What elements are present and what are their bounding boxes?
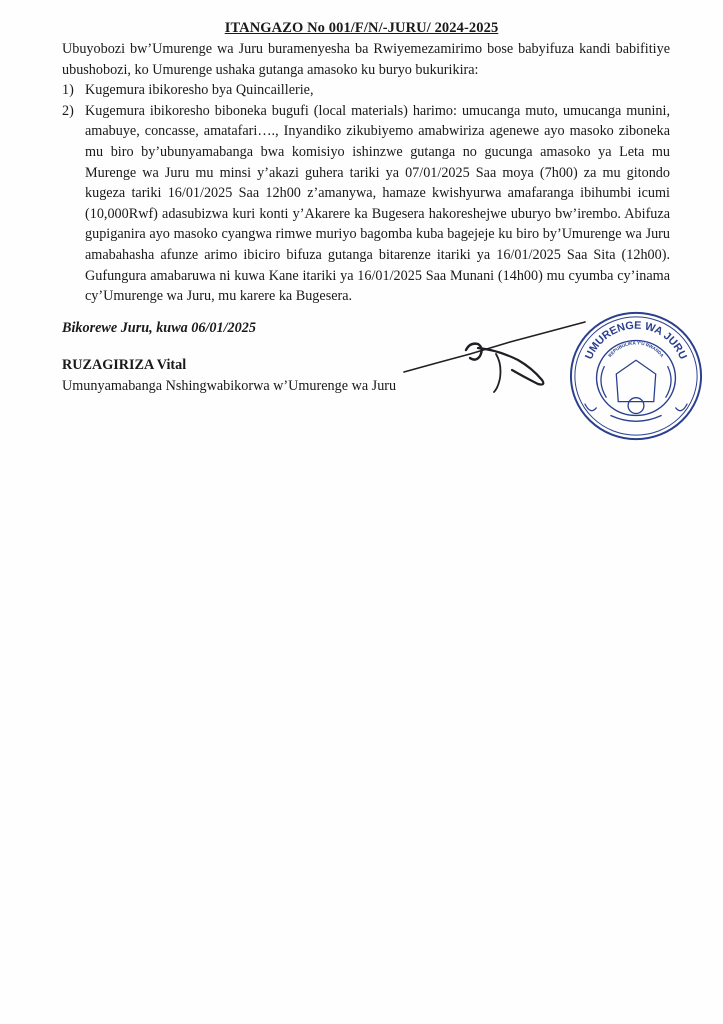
signer-name: RUZAGIRIZA Vital (62, 357, 187, 373)
place-and-date: Bikorewe Juru, kuwa 06/01/2025 (62, 320, 256, 336)
stamp-country-text: REPUBULIKA Y'U RWANDA (607, 340, 665, 359)
list-item-text: Kugemura ibikoresho biboneka bugufi (local materials) harimo: umucanga muto, umucanga munini, amabuye, concasse, amatafari…., Inyandiko zikubiyemo amabwiriza agenewe ayo masoko ziboneka mu biro by’ubunyamabanga bwa komisiyo ishinzwe gutanga no gucunga amasoko ya Leta mu Murenge wa Juru mu minsi y’akazi guhera tariki ya 07/01/2025 Saa moya (7h00) za mu gitondo kugeza tariki 16/01/2025 Saa 12h00 z’amanywa, hamaze kwishyurwa amafaranga ibihumbi icumi (10,000Rwf) adasubizwa kuri konti y’Akarere ka Bugesera hakoreshejwe uburyo bw’irembo. Abifuza gupiganira ayo masoko cyangwa rimwe muriyo bagomba kuba bagejeje ku biro by’Umurenge wa Juru amabahasha afunze arimo ibiciro bifuza gutanga bitarenze itariki ya 16/01/2025 Saa Sita (12h00). Gufungura amabaruwa ni kuwa Kane itariki ya 16/01/2025 Saa Munani (14h00) mu cyumba cy’inama cy’Umurenge wa Juru, mu karere ka Bugesera. (85, 102, 670, 305)
list-item (62, 80, 670, 101)
list-item-number: 2) (62, 102, 74, 119)
stamp-text: UMURENGE WA JURU (583, 319, 689, 362)
signer-role: Umunyamabanga Nshingwabikorwa w’Umurenge wa Juru (62, 378, 397, 394)
official-stamp (567, 307, 705, 445)
document-body (62, 39, 670, 307)
intro-paragraph: Ubuyobozi bw’Umurenge wa Juru buramenyesha ba Rwiyemezamirimo bose babyifuza kandi babifitiye ubushobozi, ko Umurenge ushaka gutanga amasoko ku buryo bukurikira: (62, 41, 670, 78)
list-item-number: 1) (62, 82, 74, 99)
signature-strokes (404, 322, 585, 392)
document-title: ITANGAZO No 001/F/N/-JURU/ 2024-2025 (224, 20, 499, 36)
list-item (62, 101, 670, 307)
list-item-text: Kugemura ibikoresho bya Quincaillerie, (85, 82, 314, 99)
handwritten-signature (400, 320, 590, 395)
